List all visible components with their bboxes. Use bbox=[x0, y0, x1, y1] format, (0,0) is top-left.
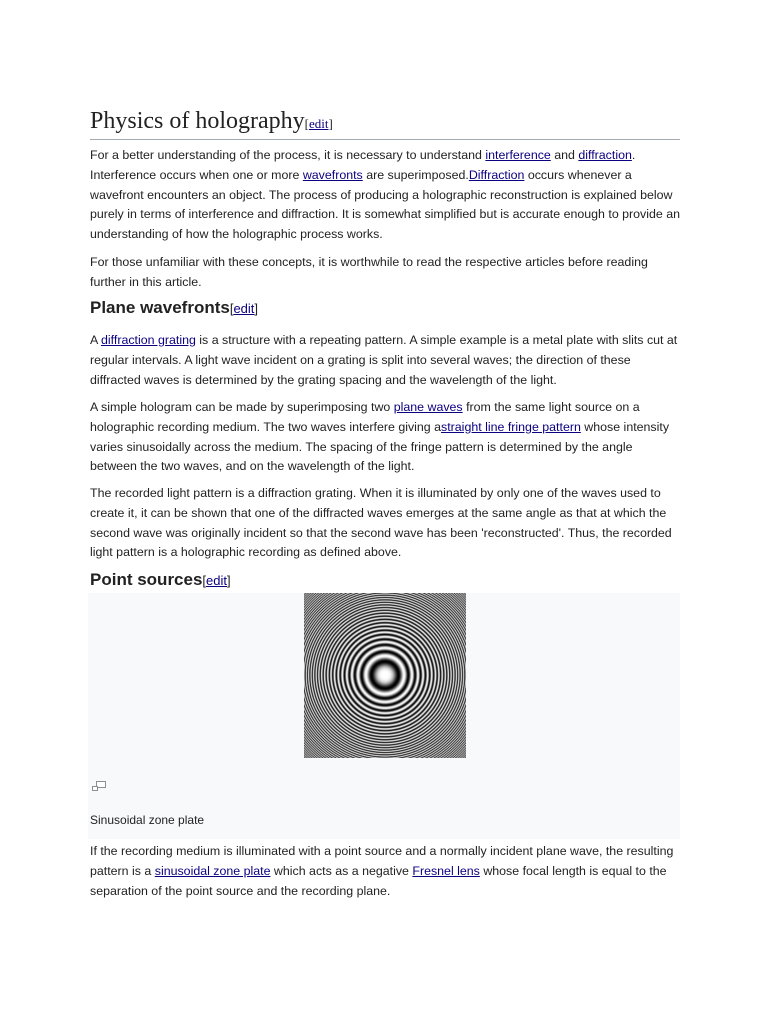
text-run: from the same light source on a holographic recording medium. The two waves interfere giving a bbox=[90, 400, 640, 434]
section-heading-physics-of-holography bbox=[90, 106, 680, 140]
text-run: A simple hologram can be made by superimposing two bbox=[90, 400, 394, 414]
magnify-icon[interactable] bbox=[92, 781, 106, 792]
inline-link[interactable]: Fresnel lens bbox=[412, 863, 480, 878]
text-run: whose focal length is equal to the separation of the point source and the recording plane. bbox=[90, 863, 667, 898]
paragraph-point-source bbox=[90, 842, 680, 901]
edit-section-link-wrapper: [edit] bbox=[304, 116, 333, 131]
thumbnail-figure bbox=[88, 593, 680, 839]
paragraph-unfamiliar bbox=[90, 253, 680, 293]
paragraph-grating bbox=[90, 331, 680, 390]
zone-plate-image[interactable] bbox=[304, 593, 466, 758]
inline-link[interactable]: straight line fringe pattern bbox=[441, 419, 581, 434]
text-run: A bbox=[90, 333, 102, 347]
text-run: which acts as a negative bbox=[270, 863, 413, 878]
inline-link[interactable]: diffraction bbox=[578, 148, 632, 162]
edit-section-link-wrapper: [edit] bbox=[229, 301, 259, 316]
text-run: For those unfamiliar with these concepts, it is worthwhile to read the respective articles before reading further in this article. bbox=[90, 255, 648, 289]
inline-link[interactable]: sinusoidal zone plate bbox=[154, 863, 271, 878]
inline-link[interactable]: wavefronts bbox=[302, 167, 363, 182]
paragraph-simple-hologram bbox=[90, 398, 680, 477]
section-heading-point-sources bbox=[90, 569, 231, 592]
inline-link[interactable]: Diffraction bbox=[468, 167, 525, 182]
text-run: For a better understanding of the process, it is necessary to understand bbox=[90, 148, 486, 162]
heading-text: Plane wavefronts bbox=[90, 298, 230, 317]
text-run: and bbox=[550, 148, 579, 162]
text-run: . Interference occurs when one or more bbox=[90, 148, 636, 182]
text-run: If the recording medium is illuminated with a point source and a normally incident plane wave, the resulting pattern is a bbox=[90, 844, 674, 878]
edit-section-link-wrapper: [edit] bbox=[202, 573, 231, 588]
edit-link[interactable]: edit bbox=[309, 116, 329, 131]
inline-link[interactable]: plane waves bbox=[393, 400, 463, 414]
edit-link[interactable]: edit bbox=[206, 573, 228, 588]
heading-text: Physics of holography bbox=[90, 108, 305, 134]
inline-link[interactable]: diffraction grating bbox=[101, 333, 196, 347]
text-run: The recorded light pattern is a diffraction grating. When it is illuminated by only one of the waves used to create it, it can be shown that one of the diffracted waves emerges at the same angle as that at which the second wave was originally incident so that the second wave has been 'reconstructed'. Thus, the recorded light pattern is a holographic recording as defined above. bbox=[90, 486, 672, 560]
paragraph-recorded-pattern bbox=[90, 484, 680, 563]
inline-link[interactable]: interference bbox=[485, 148, 551, 162]
heading-text: Point sources bbox=[90, 570, 203, 589]
text-run: whose intensity varies sinusoidally across the medium. The spacing of the fringe pattern is determined by the angle between the two waves, and on the wavelength of the light. bbox=[90, 419, 670, 474]
section-heading-plane-wavefronts bbox=[90, 297, 258, 320]
paragraph-intro bbox=[90, 146, 680, 245]
figure-caption: Sinusoidal zone plate bbox=[90, 813, 205, 827]
edit-link[interactable]: edit bbox=[233, 301, 255, 316]
text-run: are superimposed. bbox=[362, 167, 469, 182]
text-run: is a structure with a repeating pattern. A simple example is a metal plate with slits cut at regular intervals. A light wave incident on a grating is split into several waves; the direction of these diffracted waves is determined by the grating spacing and the wavelength of the light. bbox=[90, 333, 678, 387]
text-run: occurs whenever a wavefront encounters an object. The process of producing a holographic reconstruction is explained below purely in terms of interference and diffraction. It is somewhat simplified but is accurate enough to provide an understanding of how the holographic process works. bbox=[90, 167, 681, 242]
